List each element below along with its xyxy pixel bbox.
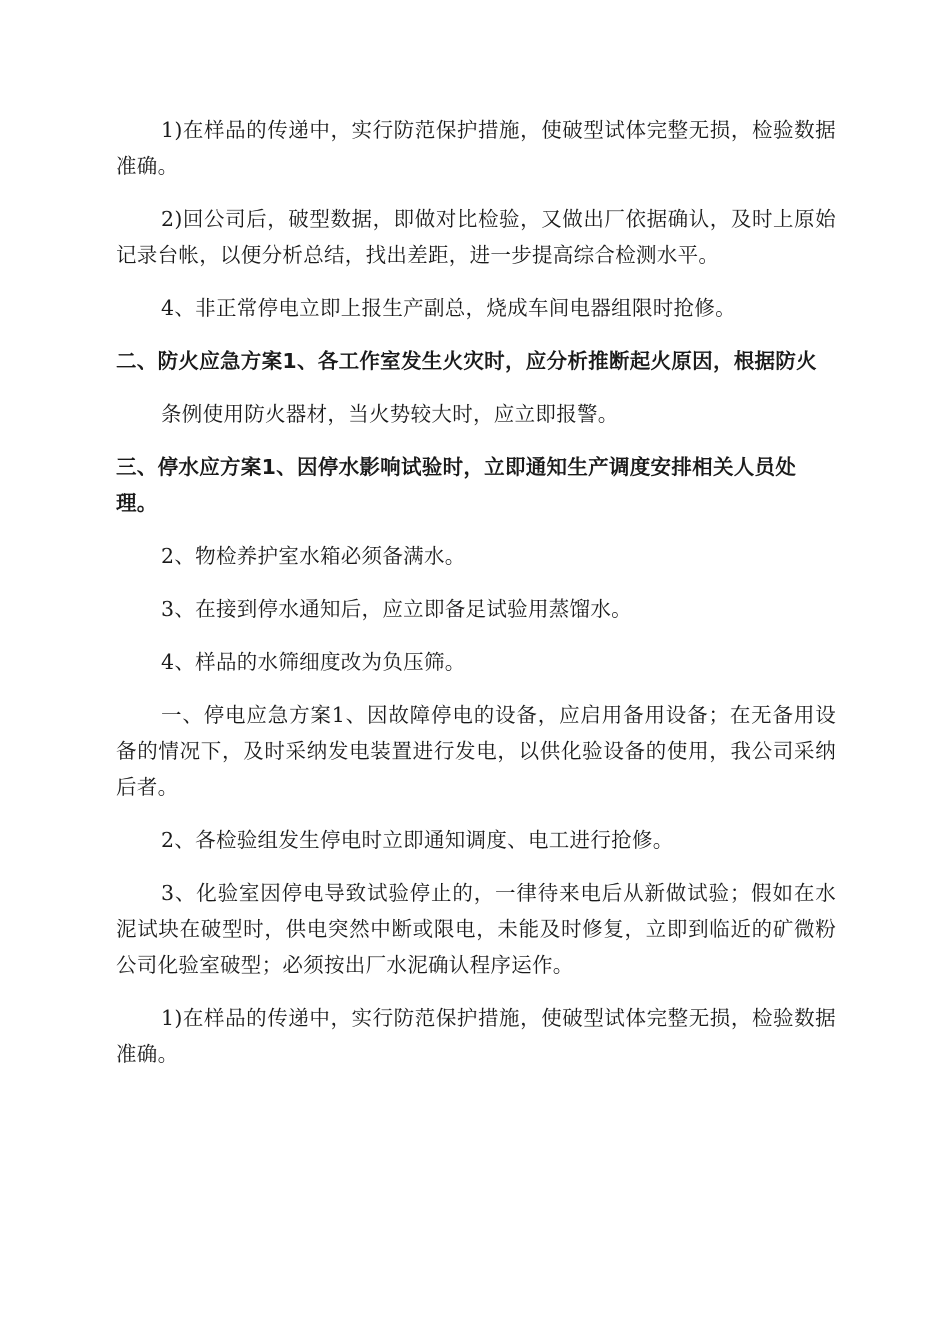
- heading-water-outage-plan: 三、停水应方案1、因停水影响试验时，立即通知生产调度安排相关人员处理。: [116, 455, 797, 515]
- paragraph-sample-transfer-repeat: 1)在样品的传递中，实行防范保护措施，使破型试体完整无损，检验数据准确。: [116, 1006, 836, 1066]
- heading-fire-plan: 二、防火应急方案1、各工作室发生火灾时，应分析推断起火原因，根据防火: [116, 349, 817, 373]
- paragraph-return-comparison: 2)回公司后，破型数据，即做对比检验，又做出厂依据确认，及时上原始记录台帐，以便分析总结，找出差距，进一步提高综合检测水平。: [116, 207, 836, 267]
- paragraph-sieve-change: 4、样品的水筛细度改为负压筛。: [161, 650, 466, 674]
- document-body: [116, 112, 836, 1089]
- paragraph-notify-repair: 2、各检验组发生停电时立即通知调度、电工进行抢修。: [161, 828, 674, 852]
- paragraph-abnormal-outage: 4、非正常停电立即上报生产副总，烧成车间电器组限时抢修。: [161, 296, 736, 320]
- paragraph-fire-regulations: 条例使用防火器材，当火势较大时，应立即报警。: [161, 402, 619, 426]
- paragraph-water-tank: 2、物检养护室水箱必须备满水。: [161, 544, 466, 568]
- paragraph-distilled-water: 3、在接到停水通知后，应立即备足试验用蒸馏水。: [161, 597, 632, 621]
- paragraph-sample-transfer: 1)在样品的传递中，实行防范保护措施，使破型试体完整无损，检验数据准确。: [116, 118, 836, 178]
- paragraph-lab-outage: 3、化验室因停电导致试验停止的，一律待来电后从新做试验；假如在水泥试块在破型时，供电突然中断或限电，未能及时修复，立即到临近的矿微粉公司化验室破型；必须按出厂水泥确认程序运作。: [116, 881, 836, 977]
- paragraph-power-outage-plan: 一、停电应急方案1、因故障停电的设备，应启用备用设备；在无备用设备的情况下，及时采纳发电装置进行发电，以供化验设备的使用，我公司采纳后者。: [116, 703, 836, 799]
